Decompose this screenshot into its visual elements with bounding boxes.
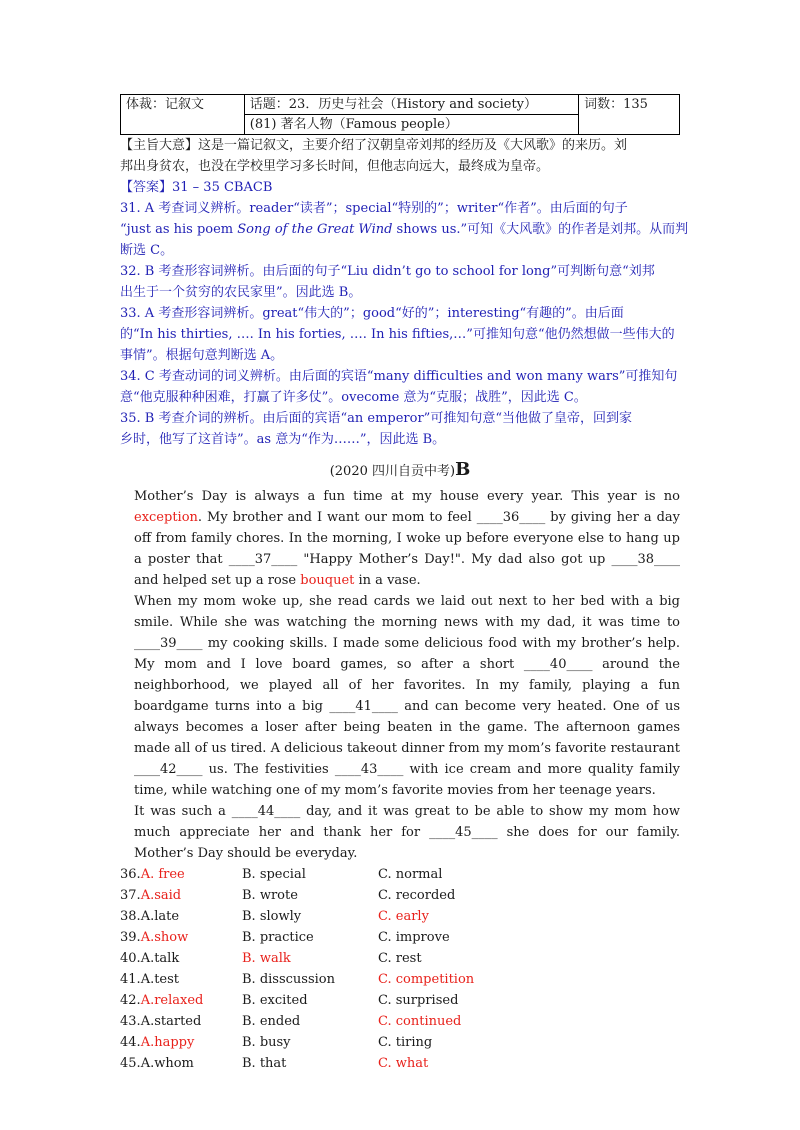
option-row <box>120 927 680 948</box>
explanation-31-text-b: shows us.”可知《大风歌》的作者是刘邦。从而判 <box>392 222 689 237</box>
option-b: B. that <box>242 1056 287 1071</box>
option-c: C. rest <box>378 951 422 966</box>
option-row <box>120 1011 680 1032</box>
explanation-31-text-a: “just as his poem <box>120 222 238 237</box>
option-c: C. recorded <box>378 888 456 903</box>
option-row <box>120 885 680 906</box>
genre-cell: 体裁：记叙文 <box>121 95 245 135</box>
passage-paragraph-1 <box>120 486 680 591</box>
section-source: (2020 四川自贡中考) <box>329 464 456 479</box>
explanation-33-line2: 的“In his thirties, …. In his forties, …. In his fifties,…”可推知句意“他仍然想做一些伟大的 <box>120 327 675 342</box>
poem-title: Song of the Great Wind <box>237 222 393 237</box>
document-page <box>120 94 689 1074</box>
explanation-35-line2: 乡时，他写了这首诗”。as 意为“作为……”，因此选 B。 <box>120 432 446 447</box>
option-number: 37. <box>120 888 141 903</box>
option-a: A.relaxed <box>140 993 204 1008</box>
option-a: A.started <box>140 1014 202 1029</box>
explanation-33-line1: 33. A 考查形容词辨析。great“伟大的”；good“好的”；interesting“有趣的”。由后面 <box>120 306 624 321</box>
option-row <box>120 969 680 990</box>
option-number: 43. <box>120 1014 141 1029</box>
section-title <box>120 456 680 486</box>
option-number: 40. <box>120 951 141 966</box>
option-b: B. disscussion <box>242 972 335 987</box>
option-c: C. surprised <box>378 993 459 1008</box>
option-number: 36. <box>120 867 141 882</box>
option-row <box>120 990 680 1011</box>
option-row <box>120 1032 680 1053</box>
explanation-31-line3: 断选 C。 <box>120 243 174 258</box>
option-c: C. early <box>378 909 429 924</box>
option-c: C. normal <box>378 867 443 882</box>
summary-line-1: 【主旨大意】这是一篇记叙文，主要介绍了汉朝皇帝刘邦的经历及《大风歌》的来历。刘 <box>120 138 628 153</box>
option-b: B. practice <box>242 930 314 945</box>
explanation-32-line2: 出生于一个贫穷的农民家里”。因此选 B。 <box>120 285 362 300</box>
option-c: C. tiring <box>378 1035 433 1050</box>
option-row <box>120 948 680 969</box>
passage-p1-text-a: Mother’s Day is always a fun time at my house every year. This year is no <box>134 489 680 504</box>
explanation-31-line1: 31. A 考查词义辨析。reader“读者”；special“特别的”；writer“作者”。由后面的句子 <box>120 201 628 216</box>
explanation-33-line3: 事情”。根据句意判断选 A。 <box>120 348 284 363</box>
option-a: A.late <box>140 909 180 924</box>
explanation-34-line2: 意“他克服种种困难，打赢了许多仗”。ovecome 意为“克服；战胜”，因此选 C。 <box>120 390 587 405</box>
option-number: 44. <box>120 1035 141 1050</box>
option-b: B. special <box>242 867 306 882</box>
info-table <box>120 94 680 135</box>
option-a: A.test <box>140 972 180 987</box>
explanations <box>120 198 689 450</box>
answer-line: 【答案】31 – 35 CBACB <box>120 180 273 195</box>
explanation-31-line2 <box>120 219 689 240</box>
option-b: B. wrote <box>242 888 298 903</box>
option-number: 45. <box>120 1056 141 1071</box>
summary-line-2: 邦出身贫农，也没在学校里学习多长时间，但他志向远大，最终成为皇帝。 <box>120 159 550 174</box>
option-c: C. competition <box>378 972 475 987</box>
section-letter: B <box>455 459 471 480</box>
option-number: 38. <box>120 909 141 924</box>
topic-cell-line1: 话题：23．历史与社会（History and society） <box>244 95 578 115</box>
explanation-35-line1: 35. B 考查介词的辨析。由后面的宾语“an emperor”可推知句意“当他做了皇帝，回到家 <box>120 411 632 426</box>
option-b: B. excited <box>242 993 308 1008</box>
option-number: 39. <box>120 930 141 945</box>
topic-cell-line2: (81) 著名人物（Famous people） <box>244 115 578 135</box>
options-list <box>120 864 680 1074</box>
passage-paragraph-3: It was such a ____44____ day, and it was great to be able to show my mom how much appreciate her and thank her for ____45____ she does for our family. Mother’s Day should be everyday. <box>134 804 680 861</box>
option-a: A.happy <box>140 1035 195 1050</box>
option-a: A.whom <box>140 1056 194 1071</box>
explanation-34-line1: 34. C 考查动词的词义辨析。由后面的宾语“many difficulties and won many wars”可推知句 <box>120 369 678 384</box>
option-b: B. walk <box>242 951 291 966</box>
vocab-bouquet: bouquet <box>300 573 355 588</box>
option-number: 42. <box>120 993 141 1008</box>
passage-paragraph-2: When my mom woke up, she read cards we laid out next to her bed with a big smile. While she was watching the morning news with my dad, it was time to ____39____ my cooking skills. I made some delicious food with my brother’s help. My mom and I love board games, so after a short ____40____ around the neighborhood, we played all of her favorites. In my family, playing a fun boardgame turns into a big ____41____ and can become very heated. One of us always becomes a loser after being beaten in the game. The afternoon games made all of us tired. A delicious takeout dinner from my mom’s favorite restaurant ____42____ us. The festivities ____43____ with ice cream and more quality family time, while watching one of my mom’s favorite movies from her teenage years. <box>134 594 680 798</box>
option-a: A.said <box>140 888 182 903</box>
option-c: C. what <box>378 1056 429 1071</box>
option-row <box>120 864 680 885</box>
option-row <box>120 1053 680 1074</box>
option-a: A.show <box>140 930 189 945</box>
option-c: C. continued <box>378 1014 462 1029</box>
option-a: A. free <box>140 867 185 882</box>
option-a: A.talk <box>140 951 180 966</box>
passage-p1-text-c: in a vase. <box>354 573 421 588</box>
option-row <box>120 906 680 927</box>
option-b: B. busy <box>242 1035 291 1050</box>
vocab-exception: exception <box>134 510 198 525</box>
option-number: 41. <box>120 972 141 987</box>
word-count-cell: 词数：135 <box>579 95 680 135</box>
explanation-32-line1: 32. B 考查形容词辨析。由后面的句子“Liu didn’t go to school for long”可判断句意“刘邦 <box>120 264 655 279</box>
option-c: C. improve <box>378 930 450 945</box>
option-b: B. ended <box>242 1014 301 1029</box>
passage-p1-text-b: . My brother and I want our mom to feel ____36____ by giving her a day off from family chores. In the morning, I woke up before everyone else to hang up a poster that ____37____ "Happy Mother’s Day!". My dad also got up ____38____ and helped set up a rose <box>134 510 680 588</box>
option-b: B. slowly <box>242 909 302 924</box>
